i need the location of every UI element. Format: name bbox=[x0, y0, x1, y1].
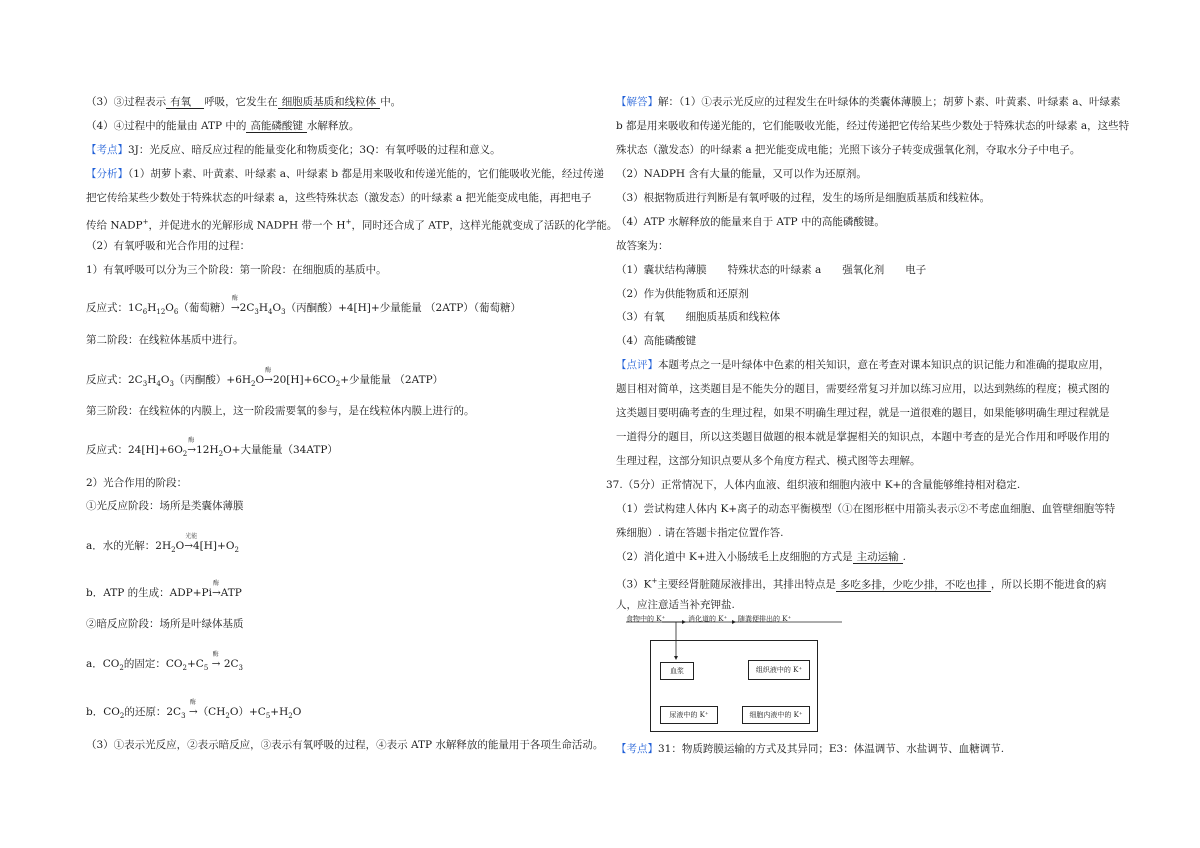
q4-blank: 高能磷酸键 bbox=[246, 120, 307, 133]
equation-co2-reduction: b．$CO_2$的还原：$2C_3$ 酶 $\to(CH_2O)+C_5+H_2O$ bbox=[86, 699, 302, 721]
diagram-feces-label: 随粪便排出的 K⁺ bbox=[738, 615, 792, 623]
jieda-tag: 【解答】 bbox=[616, 96, 658, 108]
fenxi-tag: 【分析】 bbox=[86, 168, 128, 180]
question-37-part1-line1: （1）尝试构建人体内 K+离子的动态平衡模型（①在图形框中用箭头表示②不考虑血细胞、血管壁细胞等特 bbox=[616, 503, 1116, 515]
q37-part2-blank: 主动运输 bbox=[853, 551, 903, 564]
diagram-box-cell: 细胞内液中的 K⁺ bbox=[742, 706, 810, 724]
jieda-line-3: 殊状态（激发态）的叶绿素 a 把光能变成电能；光照下该分子转变成强氧化剂，夺取水分子中电子。 bbox=[616, 144, 1081, 156]
q3-blank-1: 有氧 bbox=[166, 96, 204, 109]
diagram-food-label: 食物中的 K⁺ bbox=[626, 615, 666, 623]
jieda-line-2: b 都是用来吸收和传递光能的，它们能吸收光能，经过传递把它传给某些少数处于特殊状态的叶绿素 a，这些特 bbox=[616, 120, 1130, 132]
diagram-box-urine: 尿液中的 K⁺ bbox=[660, 706, 718, 724]
equation-water-photolysis: a．水的光解：$2H_2O$ 光能 $\to 4[H]+O_2$ bbox=[86, 533, 239, 555]
answer-2: （2）作为供能物质和还原剂 bbox=[616, 288, 749, 300]
dianping-tag: 【点评】 bbox=[616, 359, 658, 371]
dianping-line-4: 一道得分的题目，所以这类题目做题的根本就是掌握相关的知识点，本题中考查的是光合作用和呼吸作用的 bbox=[616, 431, 1110, 443]
fenxi-line-2: 把它传给某些少数处于特殊状态的叶绿素 a，这些特殊状态（激发态）的叶绿素 a 把光能变成电能，再把电子 bbox=[86, 192, 592, 204]
jieda-line-1: 【解答】解：（1）①表示光反应的过程发生在叶绿体的类囊体薄膜上；胡萝卜素、叶黄素、叶绿素 a、叶绿素 bbox=[616, 96, 1121, 108]
q37-part3-blank: 多吃多排，少吃少排，不吃也排 bbox=[836, 579, 991, 592]
jieda-line-4: （2）NADPH 含有大量的能量，又可以作为还原剂。 bbox=[616, 168, 867, 180]
equation-stage-2: 反应式：$2C_3H_4O_3$（丙酮酸）$+6H_2O$ 酶 $\to 20[H]+6CO_2+$少量能量 （2ATP） bbox=[86, 367, 444, 389]
arrow-head-1 bbox=[682, 620, 686, 624]
answer-intro: 故答案为： bbox=[616, 240, 669, 252]
question-37-title: 37.（5分）正常情况下，人体内血液、组织液和细胞内液中 K+的含量能够维持相对稳定. bbox=[606, 479, 1021, 491]
stage-2-text: 第二阶段：在线粒体基质中进行。 bbox=[86, 334, 244, 346]
kaodian-line: 【考点】3J：光反应、暗反应过程的能量变化和物质变化；3Q：有氧呼吸的过程和意义。 bbox=[86, 144, 501, 156]
q4-answer-line: （4）④过程中的能量由 ATP 中的 高能磷酸键 水解释放。 bbox=[86, 120, 360, 132]
question-37-part3-line1: （3）K+主要经肾脏随尿液排出，其排出特点是 多吃多排，少吃少排，不吃也排 ，所以长期不能进食的病 bbox=[616, 577, 1107, 591]
q3-blank-2: 细胞质基质和线粒体 bbox=[278, 96, 381, 109]
equation-stage-3: 反应式：$24[H]+6O_2$ 酶 $\to 12H_2O+$大量能量（34ATP） bbox=[86, 437, 338, 459]
diagram-box-tissue: 组织液中的 K⁺ bbox=[748, 660, 810, 680]
equation-co2-fixation: a．$CO_2$的固定：$CO_2+C_5$ 酶 → $2C_3$ bbox=[86, 651, 243, 673]
stage-3-text: 第三阶段：在线粒体的内膜上，这一阶段需要氧的参与，是在线粒体内膜上进行的。 bbox=[86, 405, 475, 417]
kaodian-tag-right: 【考点】 bbox=[616, 743, 658, 755]
question-2-heading: （2）有氧呼吸和光合作用的过程： bbox=[86, 240, 251, 252]
diagram-box-blood: 血浆 bbox=[660, 662, 694, 680]
respiration-intro: 1）有氧呼吸可以分为三个阶段：第一阶段：在细胞质的基质中。 bbox=[86, 264, 387, 276]
jieda-line-6: （4）ATP 水解释放的能量来自于 ATP 中的高能磷酸键。 bbox=[616, 216, 885, 228]
answer-1: （1）囊状结构薄膜 特殊状态的叶绿素 a 强氧化剂 电子 bbox=[616, 264, 927, 276]
fenxi-line-3: 传给 NADP+，并促进水的光解形成 NADPH 带一个 H+，同时还合成了 ATP，这样光能就变成了活跃的化学能。 bbox=[86, 218, 618, 232]
dark-stage-text: ②暗反应阶段：场所是叶绿体基质 bbox=[86, 618, 244, 630]
question-37-part3-line2: 人，应注意适当补充钾盐. bbox=[616, 599, 735, 611]
photosynthesis-title: 2）光合作用的阶段： bbox=[86, 477, 188, 489]
dianping-line-1: 【点评】本题考点之一是叶绿体中色素的相关知识，意在考查对课本知识点的识记能力和准确的提取应用， bbox=[616, 359, 1110, 371]
equation-glycolysis: 反应式：$1C_6H_{12}O_6$（葡萄糖） 酶 $\to 2C_3H_4O_3$（丙酮酸）+4[H]+少量能量 （2ATP）（葡萄糖） bbox=[86, 295, 522, 317]
answer-4: （4）高能磷酸键 bbox=[616, 335, 697, 347]
summary-line: （3）①表示光反应，②表示暗反应，③表示有氧呼吸的过程，④表示 ATP 水解释放的能量用于各项生命活动。 bbox=[86, 739, 604, 751]
potassium-balance-diagram bbox=[624, 612, 844, 736]
question-37-part1-line2: 殊细胞）. 请在答题卡指定位置作答. bbox=[616, 527, 784, 539]
jieda-line-5: （3）根据物质进行判断是有氧呼吸的过程，发生的场所是细胞质基质和线粒体。 bbox=[616, 192, 991, 204]
kaodian-tag: 【考点】 bbox=[86, 144, 128, 156]
dianping-line-5: 生理过程，这部分知识点要从多个角度方程式、模式图等去理解。 bbox=[616, 455, 921, 467]
answer-3: （3）有氧 细胞质基质和线粒体 bbox=[616, 311, 781, 323]
dianping-line-3: 这类题目要明确考查的生理过程，如果不明确生理过程，就是一道很难的题目，如果能够明确生理过程就是 bbox=[616, 407, 1110, 419]
arrow-head-2 bbox=[732, 620, 736, 624]
light-stage-text: ①光反应阶段：场所是类囊体薄膜 bbox=[86, 500, 244, 512]
diagram-gut-label: 消化道的 K⁺ bbox=[688, 615, 728, 623]
kaodian-line-right: 【考点】31：物质跨膜运输的方式及其异同；E3：体温调节、水盐调节、血糖调节. bbox=[616, 743, 1005, 755]
dianping-line-2: 题目相对简单，这类题目是不能失分的题目，需要经常复习并加以练习应用，以达到熟练的程度；模式图的 bbox=[616, 383, 1110, 395]
equation-atp-generation: b．ATP 的生成：ADP+Pi 酶 →ATP bbox=[86, 580, 242, 599]
question-37-part2: （2）消化道中 K+进入小肠绒毛上皮细胞的方式是 主动运输 . bbox=[616, 551, 907, 563]
fenxi-line-1: 【分析】（1）胡萝卜素、叶黄素、叶绿素 a、叶绿素 b 都是用来吸收和传递光能的，它们能吸收光能，经过传递 bbox=[86, 168, 604, 180]
q3-answer-line: （3）③过程表示 有氧 呼吸，它发生在 细胞质基质和线粒体 中。 bbox=[86, 96, 402, 108]
